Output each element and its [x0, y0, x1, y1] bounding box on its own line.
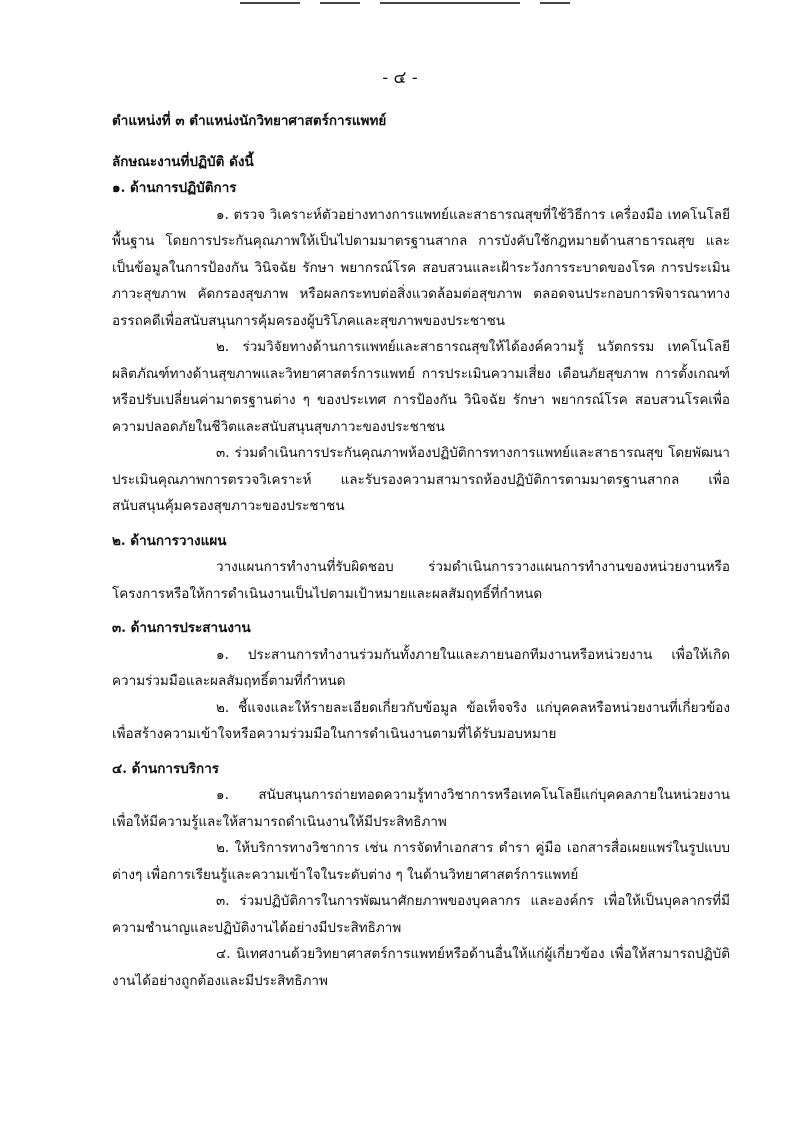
operations-item-3: ๓. ร่วมดำเนินการประกันคุณภาพห้องปฏิบัติการทางการแพทย์และสาธารณสุข โดยพัฒนาประเมินคุณภาพการตรวจวิเคราะห์ และรับรองความสามารถห้องปฏิบัติการตามมาตรฐานสากล เพื่อสนับสนุนคุ้มครองสุขภาวะของประชาชน [112, 445, 730, 514]
page-number: - ๔ - [382, 68, 418, 88]
planning-item-1: วางแผนการทำงานที่รับผิดชอบ ร่วมดำเนินการวางแผนการทำงานของหน่วยงานหรือโครงการหรือให้การดำเนินงานเป็นไปตามเป้าหมายและผลสัมฤทธิ์ที่กำหนด [112, 559, 730, 602]
section-title-planning: ๒. ด้านการวางแผน [112, 532, 227, 549]
duties-intro: ลักษณะงานที่ปฏิบัติ ดังนี้ [112, 153, 254, 170]
section-title-service: ๔. ด้านการบริการ [112, 760, 220, 777]
service-item-2: ๒. ให้บริการทางวิชาการ เช่น การจัดทำเอกสาร ตำรา คู่มือ เอกสารสื่อเผยแพร่ในรูปแบบต่างๆ เพื่อการเรียนรู้และความเข้าใจในระดับต่าง ๆ ในด้านวิทยาศาสตร์การแพทย์ [112, 840, 730, 883]
coordination-item-2: ๒. ชี้แจงและให้รายละเอียดเกี่ยวกับข้อมูล ข้อเท็จจริง แก่บุคคลหรือหน่วยงานที่เกี่ยวข้องเพื่อสร้างความเข้าใจหรือความร่วมมือในการดำเนินงานตามที่ได้รับมอบหมาย [112, 699, 730, 742]
position-title: ตำแหน่งที่ ๓ ตำแหน่งนักวิทยาศาสตร์การแพทย์ [112, 113, 387, 129]
service-item-1: ๑. สนับสนุนการถ่ายทอดความรู้ทางวิชาการหรือเทคโนโลยีแก่บุคคลภายในหน่วยงาน เพื่อให้มีความรู้และให้สามารถดำเนินงานให้มีประสิทธิภาพ [112, 787, 730, 830]
service-item-3: ๓. ร่วมปฏิบัติการในการพัฒนาศักยภาพของบุคลากร และองค์กร เพื่อให้เป็นบุคลากรที่มีความชำนาญและปฏิบัติงานได้อย่างมีประสิทธิภาพ [112, 893, 730, 936]
operations-item-2: ๒. ร่วมวิจัยทางด้านการแพทย์และสาธารณสุขให้ได้องค์ความรู้ นวัตกรรม เทคโนโลยีผลิตภัณฑ์ทางด้านสุขภาพและวิทยาศาสตร์การแพทย์ การประเมินความเสี่ยง เตือนภัยสุขภาพ การตั้งเกณฑ์หรือปรับเปลี่ยนค่ามาตรฐานต่าง ๆ ของประเทศ การป้องกัน วินิจฉัย รักษา พยากรณ์โรค สอบสวนโรคเพื่อความปลอดภัยในชีวิตและสนับสนุนสุขภาวะของประชาชน [112, 339, 730, 435]
section-title-coordination: ๓. ด้านการประสานงาน [112, 620, 251, 636]
section-title-operations: ๑. ด้านการปฏิบัติการ [112, 180, 237, 196]
operations-item-1: ๑. ตรวจ วิเคราะห์ตัวอย่างทางการแพทย์และสาธารณสุขที่ใช้วิธีการ เครื่องมือ เทคโนโลยีพื้นฐาน โดยการประกันคุณภาพให้เป็นไปตามมาตรฐานสากล การบังคับใช้กฎหมายด้านสาธารณสุข และเป็นข้อมูลในการป้องกัน วินิจฉัย รักษา พยากรณ์โรค สอบสวนและเฝ้าระวังการระบาดของโรค การประเมินภาวะสุขภาพ คัดกรองสุขภาพ หรือผลกระทบต่อสิ่งแวดล้อมต่อสุขภาพ ตลอดจนประกอบการพิจารณาทางอรรถคดีเพื่อสนับสนุนการคุ้มครองผู้บริโภคและสุขภาพของประชาชน [112, 206, 730, 329]
service-item-4: ๔. นิเทศงานด้วยวิทยาศาสตร์การแพทย์หรือด้านอื่นให้แก่ผู้เกี่ยวข้อง เพื่อให้สามารถปฏิบัติงานได้อย่างถูกต้องและมีประสิทธิภาพ [112, 946, 730, 989]
scan-edge-marks [0, 0, 800, 10]
document-body [112, 108, 730, 994]
coordination-item-1: ๑. ประสานการทำงานร่วมกันทั้งภายในและภายนอกทีมงานหรือหน่วยงาน เพื่อให้เกิดความร่วมมือและผลสัมฤทธิ์ตามที่กำหนด [112, 646, 730, 689]
